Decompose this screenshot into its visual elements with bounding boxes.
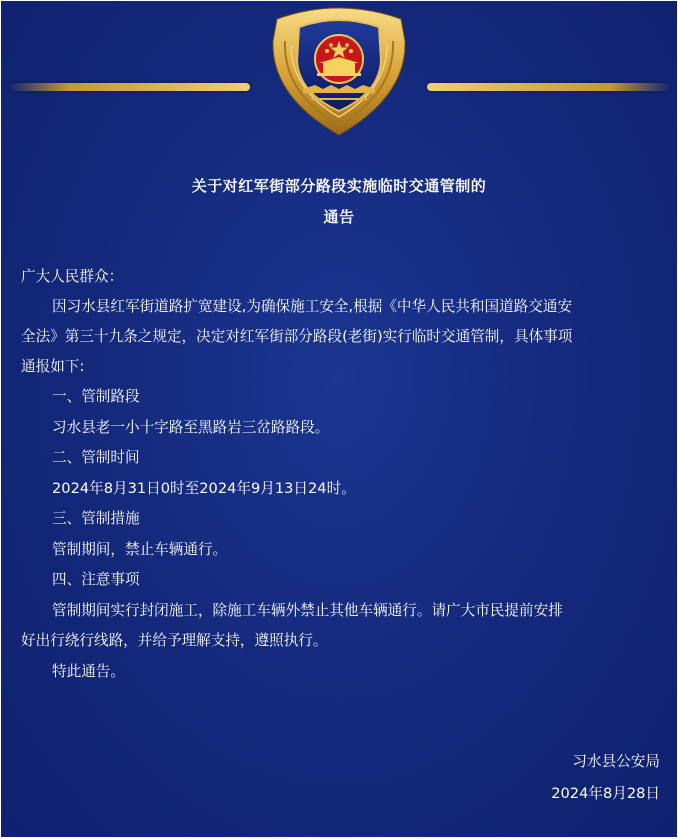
section3-heading: 三、管制措施 [52, 510, 140, 527]
issue-date: 2024年8月28日 [551, 785, 660, 802]
notice-page [1, 1, 677, 837]
section2-heading: 二、管制时间 [52, 449, 140, 466]
intro-line2: 全法》第三十九条之规定，决定对红军街部分路段(老街)实行临时交通管制，具体事项 [21, 328, 573, 345]
section4-line2: 好出行绕行线路，并给予理解支持，遵照执行。 [21, 632, 328, 649]
gold-line-right [427, 83, 671, 91]
section4-line1: 管制期间实行封闭施工，除施工车辆外禁止其他车辆通行。请广大市民提前安排 [52, 602, 563, 619]
section1-heading: 一、管制路段 [52, 388, 140, 405]
intro-line1: 因习水县红军街道路扩宽建设,为确保施工安全,根据《中华人民共和国道路交通安 [52, 298, 573, 315]
header-banner [1, 1, 677, 141]
police-emblem-icon [259, 1, 419, 141]
section3-text: 管制期间，禁止车辆通行。 [52, 541, 228, 558]
notice-title-line1: 关于对红军街部分路段实施临时交通管制的 [191, 177, 487, 195]
gold-line-left [9, 83, 250, 91]
intro-line3: 通报如下: [21, 358, 85, 375]
notice-title-line2: 通告 [323, 208, 355, 226]
section1-text: 习水县老一小十字路至黑路岩三岔路路段。 [52, 419, 330, 436]
section2-text: 2024年8月31日0时至2024年9月13日24时。 [52, 480, 356, 497]
section4-heading: 四、注意事项 [52, 571, 140, 588]
issuer-name: 习水县公安局 [572, 753, 660, 770]
closing-text: 特此通告。 [52, 663, 125, 680]
salutation: 广大人民群众： [21, 268, 124, 285]
